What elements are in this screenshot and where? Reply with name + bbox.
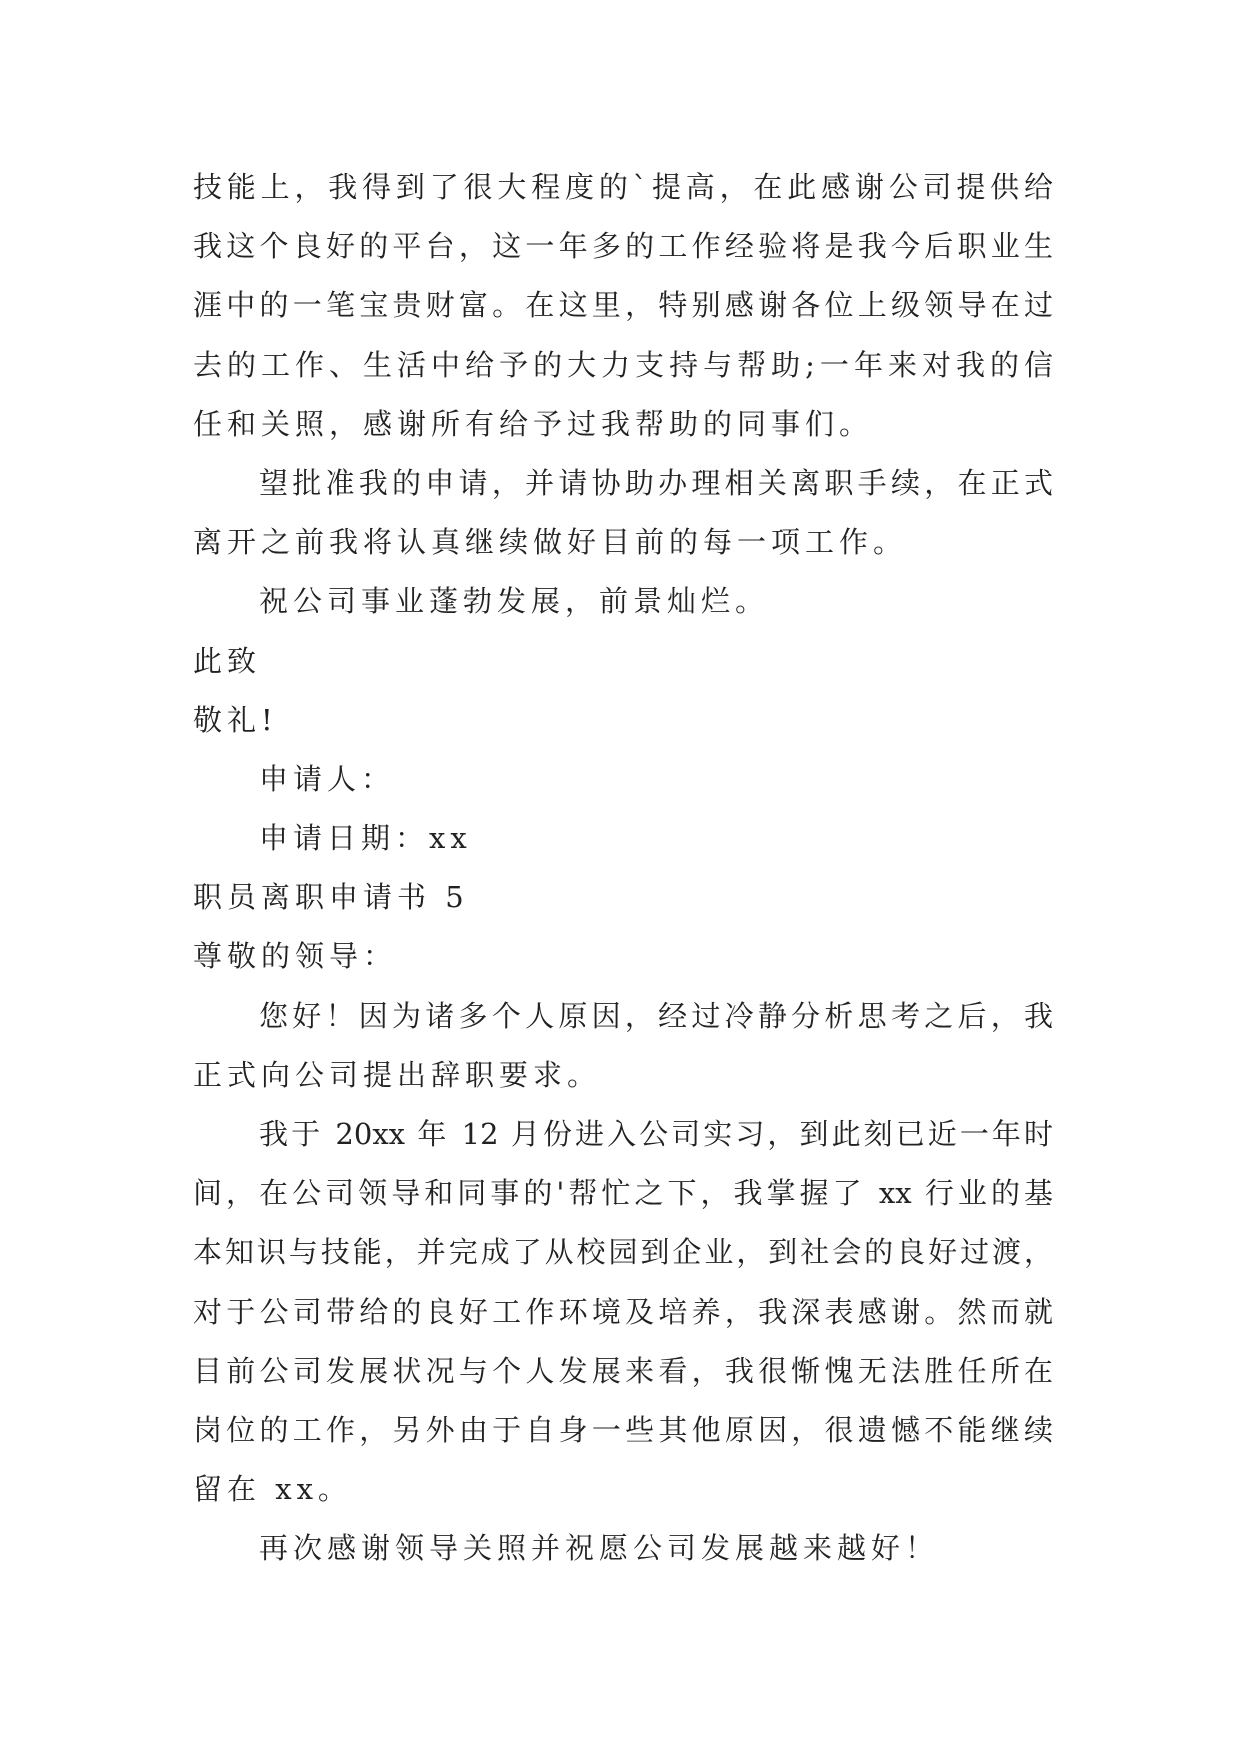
text-line: 职员离职申请书 5 bbox=[193, 880, 469, 915]
text-line: 间，在公司领导和同事的'帮忙之下，我掌握了 xx 行业的基 bbox=[193, 1176, 1053, 1211]
text-line: 正式向公司提出辞职要求。 bbox=[193, 1057, 602, 1092]
text-line: 您好！因为诸多个人原因，经过冷静分析思考之后，我 bbox=[259, 998, 1053, 1033]
text-line: 留在 xx。 bbox=[193, 1472, 352, 1507]
document-page bbox=[193, 158, 1053, 1579]
text-line: 目前公司发展状况与个人发展来看，我很惭愧无法胜任所在 bbox=[193, 1353, 1053, 1388]
text-line: 申请日期：xx bbox=[259, 821, 472, 856]
text-line: 本知识与技能，并完成了从校园到企业，到社会的良好过渡， bbox=[193, 1235, 1053, 1270]
text-line: 我这个良好的平台，这一年多的工作经验将是我今后职业生 bbox=[193, 229, 1053, 264]
text-line: 尊敬的领导： bbox=[193, 939, 398, 974]
text-line: 再次感谢领导关照并祝愿公司发展越来越好！ bbox=[259, 1531, 940, 1566]
text-line: 任和关照，感谢所有给予过我帮助的同事们。 bbox=[193, 406, 874, 441]
text-line: 技能上，我得到了很大程度的`提高，在此感谢公司提供给 bbox=[193, 170, 1053, 204]
text-line: 祝公司事业蓬勃发展，前景灿烂。 bbox=[259, 584, 770, 619]
text-line: 岗位的工作，另外由于自身一些其他原因，很遗憾不能继续 bbox=[193, 1412, 1053, 1447]
text-line: 去的工作、生活中给予的大力支持与帮助;一年来对我的信 bbox=[193, 347, 1053, 382]
text-line: 敬礼! bbox=[193, 702, 278, 737]
text-line: 此致 bbox=[193, 643, 262, 678]
text-line: 申请人： bbox=[259, 761, 396, 796]
text-line: 我于 20xx 年 12 月份进入公司实习，到此刻已近一年时 bbox=[259, 1117, 1053, 1151]
text-line: 望批准我的申请，并请协助办理相关离职手续，在正式 bbox=[259, 465, 1053, 500]
text-line: 离开之前我将认真继续做好目前的每一项工作。 bbox=[193, 525, 908, 560]
text-line: 涯中的一笔宝贵财富。在这里，特别感谢各位上级领导在过 bbox=[193, 288, 1053, 323]
text-line: 对于公司带给的良好工作环境及培养，我深表感谢。然而就 bbox=[193, 1294, 1053, 1329]
